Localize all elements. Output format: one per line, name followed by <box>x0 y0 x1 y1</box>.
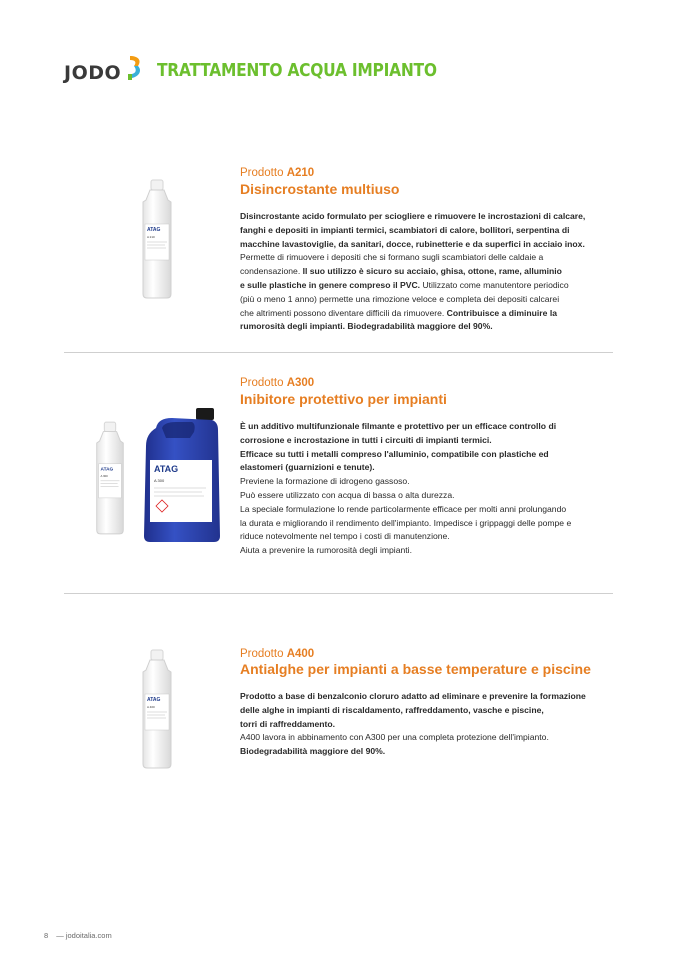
product-bottle-image <box>138 178 176 300</box>
description-bold-text: elastomeri (guarnizioni e tenute). <box>240 462 375 473</box>
description-text: Utilizzato come manutentore periodico <box>420 279 569 290</box>
description-text: Previene la formazione di idrogeno gassoso. <box>240 476 410 487</box>
description-line <box>240 475 615 489</box>
description-line <box>240 731 615 745</box>
description-bold-text: Prodotto a base di benzalconio cloruro adatto ad eliminare e prevenire la formazione <box>240 691 586 701</box>
product-code-line <box>240 377 314 389</box>
description-line <box>240 238 615 252</box>
description-text: (più o meno 1 anno) permette una rimozione veloce e completa dei depositi calcarei <box>240 293 560 304</box>
description-line <box>240 210 615 224</box>
description-line <box>240 690 615 704</box>
product-description <box>240 420 615 558</box>
description-text: che altrimenti possono diventare difficili da rimuovere. <box>240 307 447 318</box>
page-title: TRATTAMENTO ACQUA IMPIANTO <box>157 60 437 81</box>
description-bold-text: rumorosità degli impianti. Biodegradabilità maggiore del 90%. <box>240 321 493 332</box>
canister-label-brand: ATAG <box>154 464 179 474</box>
product-code: A400 <box>286 648 315 660</box>
canister-label-code: A 300 <box>154 478 165 483</box>
description-line <box>240 293 615 307</box>
description-line <box>240 530 615 544</box>
product-description <box>240 690 615 759</box>
description-text: Permette di rimuovere i depositi che si formano sugli scambiatori delle caldaie a <box>240 252 544 263</box>
description-bold-text: È un additivo multifunzionale filmante e protettivo per un efficace controllo di <box>240 421 557 431</box>
description-text: Può essere utilizzato con acqua di bassa o alta durezza. <box>240 489 455 500</box>
description-line <box>240 307 615 321</box>
product-code: A210 <box>286 167 315 179</box>
bottle-label-brand: ATAG <box>100 467 114 473</box>
description-bold-text: fanghi e depositi in impianti termici, scambiatori di calore, bollitori, serpentina di <box>240 224 570 235</box>
description-bold-text: Contribuisce a diminuire la <box>446 307 557 318</box>
description-line <box>240 279 615 293</box>
page-footer <box>44 931 118 940</box>
description-line <box>240 489 615 503</box>
description-text: Aiuta a prevenire la rumorosità degli impianti. <box>240 545 412 556</box>
description-line <box>240 224 615 238</box>
description-line <box>240 503 615 517</box>
description-bold-text: torri di raffreddamento. <box>240 718 336 729</box>
product-code-line <box>240 167 314 179</box>
footer-website-link[interactable]: — jodoitalia.com <box>56 931 112 940</box>
section-divider <box>64 352 613 353</box>
description-text: la durata e migliorando il rendimento dell'impianto. Impedisce i grippaggi delle pompe e <box>240 517 572 528</box>
product-code: A300 <box>286 377 315 389</box>
brand-logo-text: JODO <box>64 62 122 84</box>
product-prefix: Prodotto <box>240 167 284 179</box>
section-divider <box>64 593 613 594</box>
bottle-label-brand: ATAG <box>147 697 161 703</box>
description-line <box>240 517 615 531</box>
description-line <box>240 544 615 558</box>
product-name: Antialghe per impianti a basse temperature e piscine <box>240 661 591 677</box>
product-name: Inibitore protettivo per impianti <box>240 391 447 407</box>
bottle-label-brand: ATAG <box>147 227 161 233</box>
description-line <box>240 461 615 475</box>
product-code-line <box>240 648 314 660</box>
bottle-label-code: A 300 <box>100 474 108 479</box>
description-line <box>240 745 615 759</box>
description-bold-text: Il suo utilizzo è sicuro su acciaio, ghisa, ottone, rame, alluminio <box>302 266 562 277</box>
description-line <box>240 704 615 718</box>
description-line <box>240 320 615 334</box>
description-bold-text: delle alghe in impianti di riscaldamento, raffreddamento, vasche e piscine, <box>240 704 544 715</box>
bottle-label-code: A 400 <box>147 705 155 709</box>
page-header <box>64 52 464 88</box>
description-line <box>240 434 615 448</box>
description-line <box>240 251 615 265</box>
description-bold-text: corrosione e incrostazione in tutti i circuiti di impianti termici. <box>240 434 492 445</box>
description-bold-text: macchine lavastoviglie, da sanitari, docce, rubinetterie e da superfici in acciaio inox. <box>240 238 585 249</box>
page-number: 8 <box>44 931 49 940</box>
description-line <box>240 420 615 434</box>
description-text: A400 lavora in abbinamento con A300 per una completa protezione dell'impianto. <box>240 732 549 743</box>
description-bold-text: Biodegradabilità maggiore del 90%. <box>240 746 386 757</box>
description-bold-text: Disincrostante acido formulato per sciogliere e rimuovere le incrostazioni di calcare, <box>240 211 586 221</box>
product-bottle-image <box>138 648 176 770</box>
description-line <box>240 718 615 732</box>
product-name: Disincrostante multiuso <box>240 181 400 197</box>
description-line <box>240 448 615 462</box>
product-prefix: Prodotto <box>240 377 284 389</box>
description-bold-text: e sulle plastiche in genere compreso il PVC. <box>240 279 421 290</box>
description-text: riduce notevolmente nel tempo i costi di manutenzione. <box>240 531 450 542</box>
product-canister-image <box>142 406 224 544</box>
description-bold-text: Efficace su tutti i metalli compreso l'alluminio, compatibile con plastiche ed <box>240 448 549 459</box>
description-line <box>240 265 615 279</box>
product-bottle-image <box>92 418 128 538</box>
product-prefix: Prodotto <box>240 648 284 660</box>
product-description <box>240 210 615 334</box>
brand-logo-mark-icon <box>126 54 146 82</box>
bottle-label-code: A 210 <box>147 235 155 239</box>
description-text: La speciale formulazione lo rende particolarmente efficace per molti anni prolungando <box>240 503 567 514</box>
description-text: condensazione. <box>240 266 303 277</box>
